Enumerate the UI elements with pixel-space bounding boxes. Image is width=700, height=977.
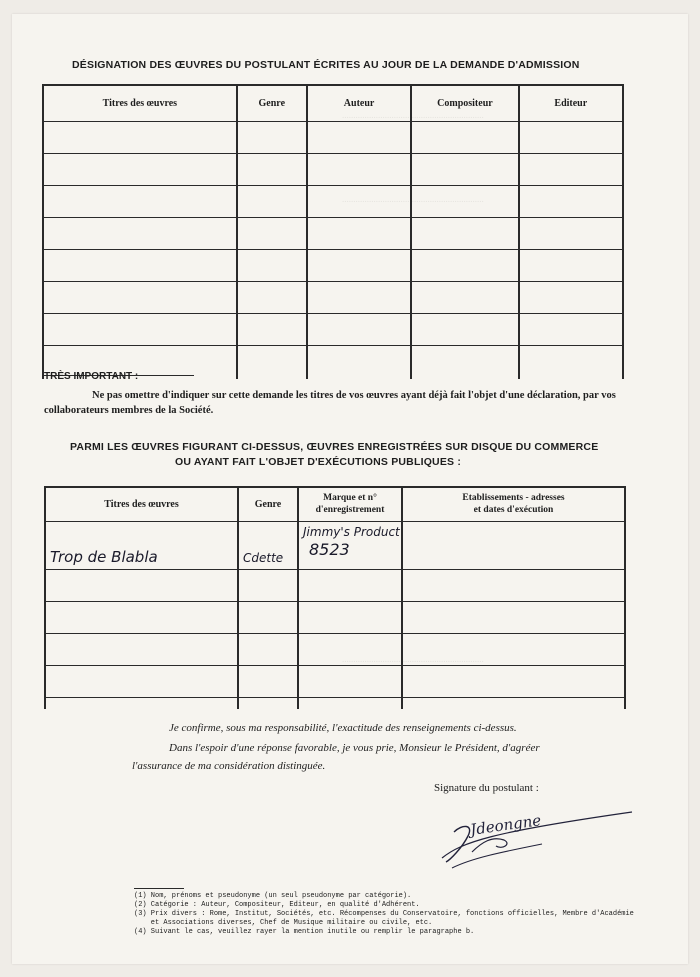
- col-titres: Titres des œuvres: [43, 85, 237, 121]
- table-row: [45, 569, 625, 601]
- col-marque-line2: d'enregistrement: [315, 505, 385, 516]
- table-row: [43, 185, 623, 217]
- col-compositeur: Compositeur: [411, 85, 518, 121]
- footnote-4: (4) Suivant le cas, veuillez rayer la mention inutile ou remplir le paragraphe b.: [134, 928, 475, 936]
- footnote-3: (3) Prix divers : Rome, Institut, Sociétés, etc. Récompenses du Conservatoire, fonctions officielles, Membre d'Académie: [134, 910, 634, 918]
- col-titres-2: Titres des œuvres: [45, 487, 238, 521]
- table-row: [43, 121, 623, 153]
- section2-title-line1: PARMI LES ŒUVRES FIGURANT CI-DESSUS, ŒUVRES ENREGISTRÉES SUR DISQUE DU COMMERCE: [70, 441, 599, 453]
- signature-area[interactable]: [432, 802, 642, 872]
- signature-label: Signature du postulant :: [434, 782, 539, 794]
- col-etab-line2: et dates d'exécution: [473, 505, 554, 516]
- col-genre: Genre: [237, 85, 307, 121]
- footnote-1: (1) Nom, prénoms et pseudonyme (un seul pseudonyme par catégorie).: [134, 892, 412, 900]
- col-genre-2: Genre: [238, 487, 298, 521]
- confirm-line1: Je confirme, sous ma responsabilité, l'exactitude des renseignements ci-dessus.: [169, 722, 517, 734]
- table-row: [45, 601, 625, 633]
- col-marque: [298, 487, 402, 521]
- footnote-2: (2) Catégorie : Auteur, Compositeur, Editeur, en qualité d'Adhérent.: [134, 901, 420, 909]
- table-row: [45, 521, 625, 569]
- row1-marque: Jimmy's Product: [303, 524, 400, 539]
- recordings-table: [44, 486, 626, 709]
- works-table: [42, 84, 624, 379]
- table-row: [43, 153, 623, 185]
- confirm-line2: Dans l'espoir d'une réponse favorable, je vous prie, Monsieur le Président, d'agréer: [169, 742, 540, 754]
- works-table-header: [43, 85, 623, 121]
- row1-numero: 8523: [309, 539, 350, 559]
- table-row: [45, 665, 625, 697]
- col-etablissements: [402, 487, 625, 521]
- footnote-rule: [134, 888, 184, 889]
- col-editeur: Editeur: [519, 85, 623, 121]
- footnote-3-cont: et Associations diverses, Chef de Musique militaire ou civile, etc.: [134, 919, 433, 927]
- table-row: [43, 281, 623, 313]
- important-label: TRÈS IMPORTANT :: [44, 371, 139, 382]
- section2-title-line2: OU AYANT FAIT L'OBJET D'EXÉCUTIONS PUBLIQUES :: [175, 456, 462, 468]
- document-page: ............................................................... ............................................................... ............................................................... DÉSIGNATION DES ŒUVRES DU POSTULANT ÉCRITES AU JOUR DE LA DEMANDE D'ADMISSION Titres des œuvres Genre Auteur Compositeur Editeur TRÈS IMPORTANT : Ne pas omettre d'indiquer sur cette demande les titres de vos œuvres ayant déjà fait l'objet d'une déclaration, par vos collaborateurs membres de la Société. PARMI LES ŒUVRES FIGURANT CI-DESSUS, ŒUVRES ENREGISTRÉES SUR DISQUE DU COMMERCE OU AYANT FAIT L'OBJET D'EXÉCUTIONS PUBLIQUES : Titres des œuvres Genre Marque et n° d'enregistrement Etablissements - adresses et dates d'exécution Trop de Blabla Cdette Jimmy's Product 8523 Je confirme, sous ma responsabilité, l'exactitude des renseignements ci-dessus. Dans l'espoir d'une réponse favorable, je vous prie, Monsieur le Président, d'agréer l'assurance de ma considération distinguée. Signature du postulant : Jdeongne (1) Nom, prénoms et pseudonyme (un seul pseudonyme par catégorie). (2) Catégorie : Auteur, Compositeur, Editeur, en qualité d'Adhérent. (3) Prix divers : Rome, Institut, Sociétés, etc. Récompenses du Conservatoire, fonctions officielles, Membre d'Académie et Associations diverses, Chef de Musique militaire ou civile, etc. (4) Suivant le cas, veuillez rayer la mention inutile ou remplir le paragraphe b.: [12, 14, 688, 964]
- col-auteur: Auteur: [307, 85, 411, 121]
- section1-title: DÉSIGNATION DES ŒUVRES DU POSTULANT ÉCRITES AU JOUR DE LA DEMANDE D'ADMISSION: [72, 59, 580, 71]
- table-row: [43, 249, 623, 281]
- col-marque-line1: Marque et n°: [323, 493, 377, 504]
- table-row: [43, 217, 623, 249]
- table-row: [45, 633, 625, 665]
- table-row: [45, 697, 625, 709]
- signature-handwriting: Jdeongne: [469, 811, 543, 839]
- table-row: [43, 313, 623, 345]
- col-etab-line1: Etablissements - adresses: [462, 493, 565, 504]
- row1-titre: Trop de Blabla: [50, 547, 158, 566]
- recordings-table-header: [45, 487, 625, 521]
- row1-genre: Cdette: [243, 550, 284, 565]
- confirm-line3: l'assurance de ma considération distinguée.: [132, 760, 326, 772]
- important-text: Ne pas omettre d'indiquer sur cette demande les titres de vos œuvres ayant déjà fait l'objet d'une déclaration, par vos collaborateurs membres de la Société.: [44, 390, 616, 416]
